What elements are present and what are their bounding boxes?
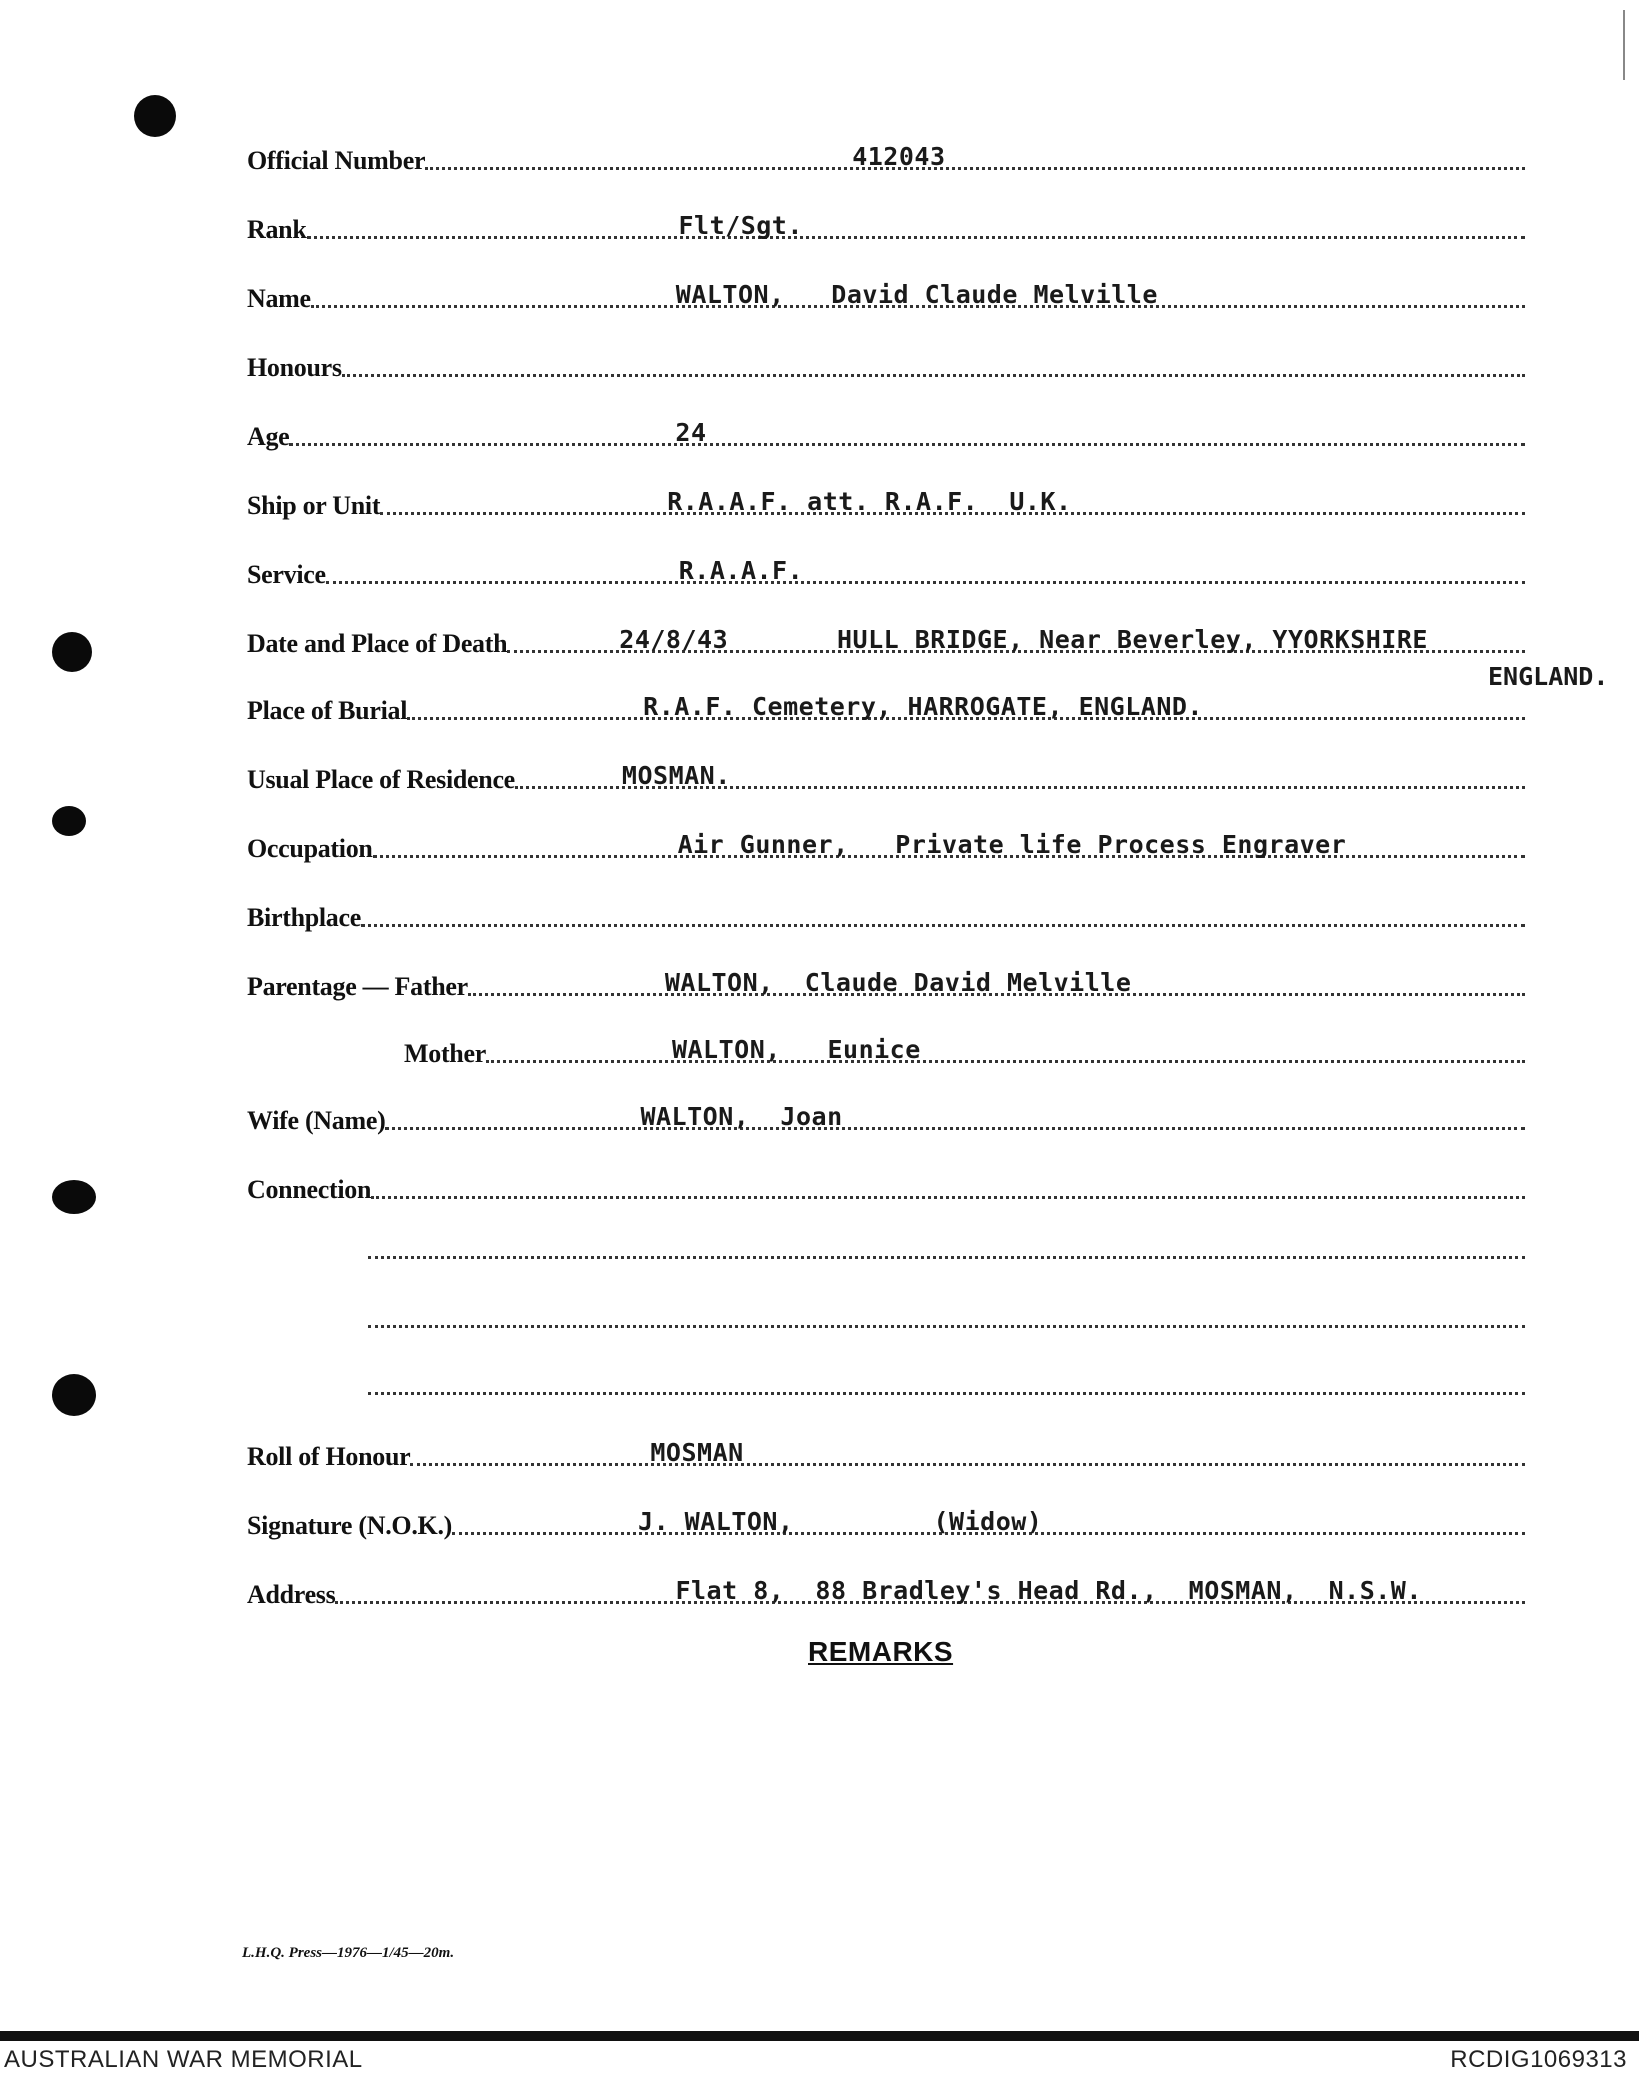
field-value: Flat 8, 88 Bradley's Head Rd., MOSMAN, N.S.W. bbox=[675, 1576, 1422, 1605]
field-value: R.A.F. Cemetery, HARROGATE, ENGLAND. bbox=[643, 692, 1203, 721]
field-usual-residence bbox=[247, 759, 1525, 795]
field-value: J. WALTON, (Widow) bbox=[638, 1507, 1043, 1536]
field-value: Flt/Sgt. bbox=[678, 211, 803, 240]
connection-line bbox=[368, 1256, 1525, 1259]
field-service bbox=[247, 554, 1525, 590]
bottom-rule bbox=[0, 2031, 1639, 2041]
field-date-place-of-death bbox=[247, 623, 1525, 659]
field-label: Place of Burial bbox=[247, 696, 408, 725]
field-label: Wife (Name) bbox=[247, 1106, 386, 1135]
field-value: 412043 bbox=[852, 142, 946, 171]
field-value: Air Gunner, Private life Process Engraver bbox=[677, 830, 1347, 859]
field-value: WALTON, Joan bbox=[640, 1102, 843, 1131]
field-label: Official Number bbox=[247, 146, 426, 175]
connection-line bbox=[368, 1392, 1525, 1395]
field-age bbox=[247, 416, 1525, 452]
field-label: Ship or Unit bbox=[247, 491, 381, 520]
field-value: 24 bbox=[675, 418, 707, 447]
field-value: R.A.A.F. bbox=[678, 556, 804, 585]
field-label: Parentage — Father bbox=[247, 972, 468, 1001]
field-value: WALTON, Claude David Melville bbox=[664, 968, 1132, 997]
field-value: MOSMAN. bbox=[621, 761, 731, 790]
footer-left: AUSTRALIAN WAR MEMORIAL bbox=[4, 2046, 363, 2073]
field-father bbox=[247, 966, 1525, 1002]
field-value: 24/8/43 HULL BRIDGE, Near Beverley, YYORKSHIRE bbox=[619, 625, 1428, 654]
field-honours bbox=[247, 347, 1525, 383]
field-label: Mother bbox=[404, 1039, 486, 1068]
footer-right: RCDIG1069313 bbox=[1450, 2046, 1627, 2073]
death-place-overflow: ENGLAND. bbox=[1488, 662, 1609, 691]
field-label: Name bbox=[247, 284, 311, 313]
field-value: R.A.A.F. att. R.A.F. U.K. bbox=[667, 487, 1072, 516]
field-wife bbox=[247, 1100, 1525, 1136]
field-value: WALTON, Eunice bbox=[671, 1035, 921, 1064]
field-label: Date and Place of Death bbox=[247, 629, 508, 658]
page-edge-mark bbox=[1623, 10, 1625, 80]
field-value: MOSMAN bbox=[650, 1438, 744, 1467]
field-value: WALTON, David Claude Melville bbox=[675, 280, 1158, 309]
field-label: Signature (N.O.K.) bbox=[247, 1511, 453, 1540]
field-official-number bbox=[247, 140, 1525, 176]
field-mother bbox=[404, 1033, 1525, 1069]
punch-hole bbox=[52, 1374, 96, 1416]
field-roll-of-honour bbox=[247, 1436, 1525, 1472]
connection-line bbox=[368, 1325, 1525, 1328]
field-label: Birthplace bbox=[247, 903, 361, 932]
punch-hole bbox=[134, 95, 176, 137]
field-label: Service bbox=[247, 560, 326, 589]
field-address bbox=[247, 1574, 1525, 1610]
field-label: Connection bbox=[247, 1175, 372, 1204]
remarks-heading: REMARKS bbox=[808, 1636, 954, 1667]
punch-hole bbox=[52, 632, 92, 672]
field-label: Roll of Honour bbox=[247, 1442, 411, 1471]
field-signature bbox=[247, 1505, 1525, 1541]
field-name bbox=[247, 278, 1525, 314]
punch-hole bbox=[52, 1180, 96, 1214]
field-label: Age bbox=[247, 422, 290, 451]
field-label: Occupation bbox=[247, 834, 373, 863]
field-birthplace bbox=[247, 897, 1525, 933]
press-line: L.H.Q. Press—1976—1/45—20m. bbox=[242, 1945, 455, 1961]
field-ship-or-unit bbox=[247, 485, 1525, 521]
field-label: Rank bbox=[247, 215, 307, 244]
field-label: Address bbox=[247, 1580, 336, 1609]
field-label: Honours bbox=[247, 353, 342, 382]
field-occupation bbox=[247, 828, 1525, 864]
field-label: Usual Place of Residence bbox=[247, 765, 515, 794]
field-place-of-burial bbox=[247, 690, 1525, 726]
field-connection bbox=[247, 1169, 1525, 1205]
punch-hole bbox=[52, 806, 86, 836]
field-rank bbox=[247, 209, 1525, 245]
